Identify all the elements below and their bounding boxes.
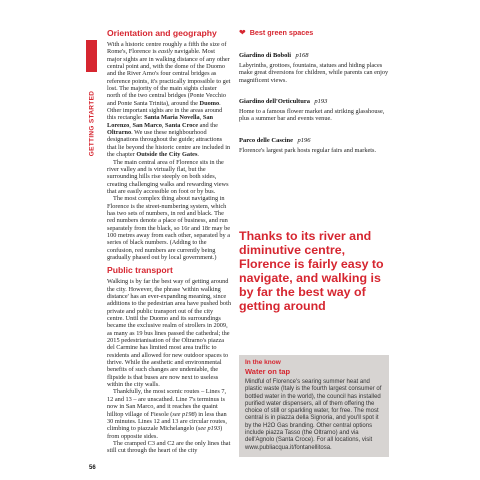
text-run: , (161, 121, 166, 129)
place-name: Giardino dell'Orticultura (239, 98, 310, 106)
text-run: Walking is by far the best way of getting around the city. However, the phrase 'within walking distance' has an ever-expanding meaning, since additions to the pedestrian area have pushed both private and public transport out of the city centre. Until the Duomo and its surroundings became the exclusive realm of strollers in 2009, as many as 19 bus lines passed the cathedral; the 2015 pedestrianisation of the Oltrarno's piazza del Carmine has limited most area traffic to residents and allowed for new outdoor spaces to thrive. While the aesthetic and environmental benefits of such changes are undeniable, the flipside is that buses are now next to useless within the city walls. (107, 278, 231, 389)
page-number: 56 (89, 465, 96, 471)
place-description: Labyrinths, grottoes, fountains, statues and hiding places make great diversions for children, while parents can enjoy magnificent views. (239, 62, 389, 84)
bold-text: Outside the City Gates (136, 151, 198, 159)
bold-text: San Marco (132, 121, 162, 129)
text-run: With a historic centre roughly a fifth the size of Rome's, Florence is (107, 41, 227, 56)
in-the-know-box (239, 355, 389, 457)
left-column (107, 28, 231, 455)
paragraph-river-valley: The main central area of Florence sits in the river valley and is virtually flat, but the surrounding hills rise steeply on both sides, creating challenging walks and rewarding views that are easily accessible on foot or by bus. (107, 158, 229, 195)
text-run: . Other important sights are in the areas around this rectangle: (107, 99, 223, 122)
paragraph-orientation (107, 41, 231, 159)
place-description: Florence's largest park hosts regular fairs and markets. (239, 146, 377, 154)
text-run: . (197, 151, 199, 159)
place-description: Home to a famous flower market and striking glasshouse, plus a summer bar and events venue. (239, 108, 385, 123)
best-green-spaces-header (239, 28, 389, 37)
bold-text: Oltrarno (107, 129, 132, 137)
text-run: . We use these neighbourhood designations throughout the guide; attractions that lie beyond the historic centre are included in the chapter (107, 129, 231, 159)
paragraph-c3-c2: The cramped C3 and C2 are the only lines that still cut through the heart of the city (107, 439, 231, 455)
text-run: ) from opposite sides. (107, 425, 223, 440)
place-page-ref: p196 (297, 136, 311, 144)
place-item (239, 90, 389, 123)
box-title: Water on tap (245, 367, 291, 376)
text-run: , (129, 121, 133, 129)
pull-quote: Thanks to its river and diminutive centre, Florence is fairly easy to navigate, and walking is by far the best way of getting around (239, 229, 384, 313)
box-kicker: In the know (245, 359, 281, 366)
section-tab (86, 40, 97, 170)
section-tab-label: GETTING STARTED (88, 90, 96, 157)
heading-public-transport: Public transport (107, 265, 173, 276)
right-column (239, 28, 389, 160)
paragraph-bus-lines (107, 388, 231, 439)
box-text: Mindful of Florence's searing summer heat and plastic waste (Italy is the fourth largest consumer of bottled water in the world), the council has installed purified water dispensers, all of them offering the choice of still or sparkling water, for free. The most central is in piazza della Signoria, and you'll spot it by the H2O Gas branding. Other central options include piazza Tasso (the Oltrarno) and via dell'Agnolo (Santa Croce). For all locations, visit www.publiacqua.it/fontanellitosa. (245, 379, 382, 451)
text-run: Thankfully, the most scenic routes – Lines 7, 12 and 13 – are unscathed. Line 7's terminus is now in San Marco, and it reaches the quaint hilltop village of Fiesole ( (107, 388, 227, 418)
italic-text: see p198 (172, 410, 195, 418)
bold-text: Duomo (199, 99, 220, 107)
paragraph-walking (107, 278, 231, 388)
italic-text: easily (158, 48, 173, 56)
place-name: Parco delle Cascine (239, 136, 294, 144)
bold-text: San Lorenzo (107, 114, 214, 129)
heading-orientation: Orientation and geography (107, 28, 217, 38)
italic-text: see p193 (197, 425, 221, 433)
text-run: navigable. Most major sights are in walking distance of any other central point and, with the dome of the Duomo and the River Arno's four central bridges as reference points, it's practically impossible to get lost. The majority of the main sights cluster north of the two central bridges (Ponte Vecchio and Ponte Santa Trinita), around the (107, 48, 231, 107)
place-item (239, 44, 389, 84)
place-page-ref: p168 (295, 52, 309, 59)
place-item (239, 129, 389, 154)
place-name: Giardino di Boboli (239, 52, 292, 59)
bold-text: Santa Croce (165, 121, 198, 129)
best-green-spaces-title: Best green spaces (249, 28, 314, 37)
text-run: , (199, 114, 203, 122)
paragraph-street-numbering: The most complex thing about navigating in Florence is the street-numbering system, which has two sets of numbers, in red and black. The red numbers denote a place of business, and run separately from the black, so 16r and 18r may be 100 metres away from each other, separated by a series of black numbers. (Adding to the confusion, red numbers are currently being gradually phased out by local government.) (107, 195, 231, 261)
text-run: and the (198, 121, 218, 129)
heart-icon: ❤ (239, 28, 246, 37)
text-run: ) in less than 30 minutes. Lines 12 and 13 are circular routes, climbing to piazzale Michelangelo ( (107, 410, 227, 433)
bold-text: Santa Maria Novella (144, 114, 200, 122)
place-page-ref: p193 (314, 98, 328, 106)
